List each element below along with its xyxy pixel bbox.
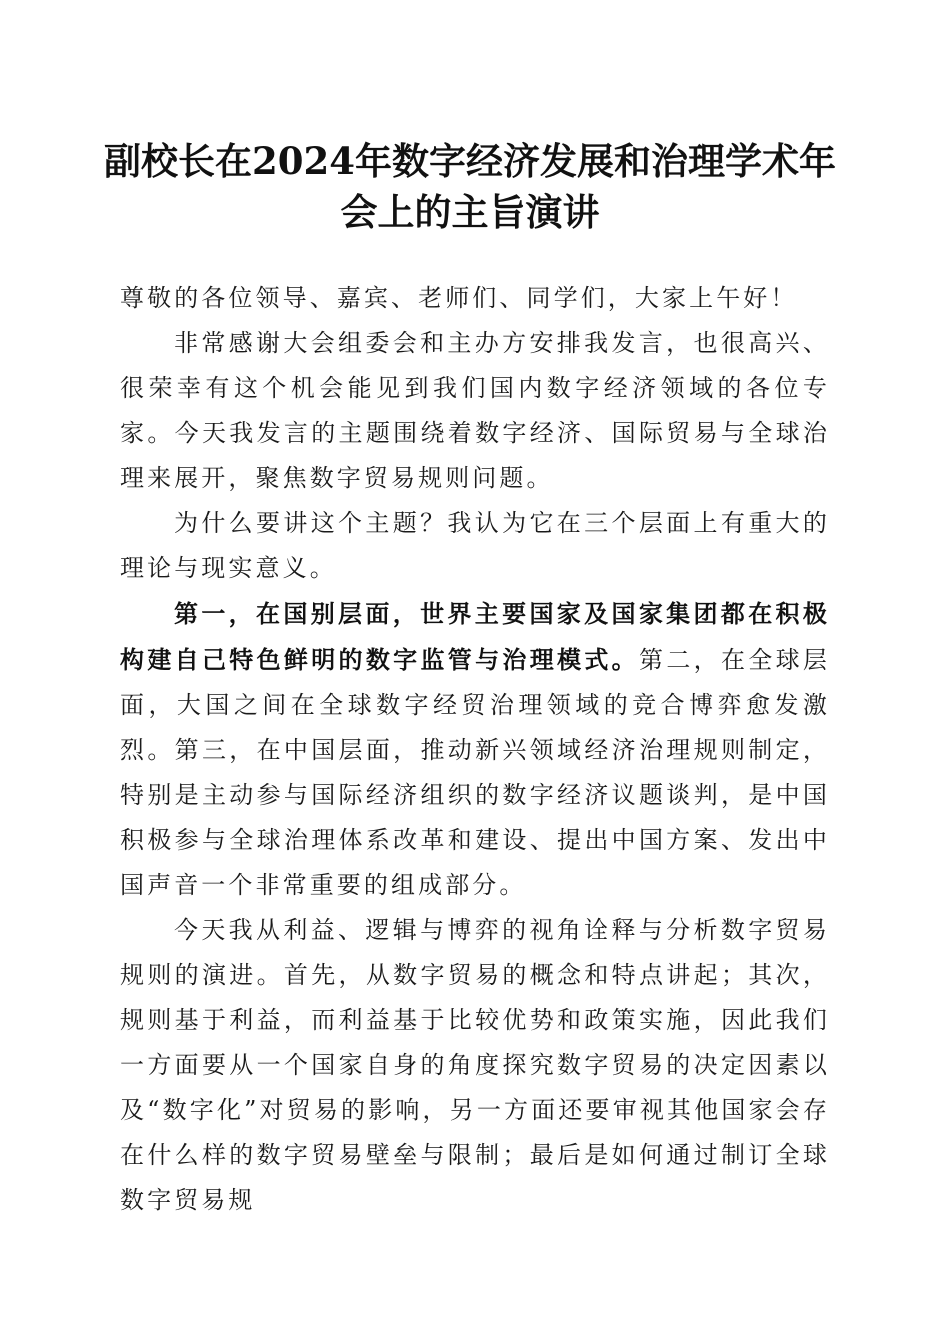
paragraph-three-levels-rest: 第二，在全球层面，大国之间在全球数字经贸治理领域的竞合博弈愈发激烈。第三，在中国层面，推动新兴领域经济治理规则制定，特别是主动参与国际经济组织的数字经济议题谈判，是中国积极参与全球治理体系改革和建设、提出中国方案、发出中国声音一个非常重要的组成部分。 (120, 646, 830, 899)
emphasis-text: 第一，在国别层面，世界主要国家及国家集团都在积极构建自己特色鲜明的数字监管与治理模式。 (120, 599, 830, 674)
paragraph-outline: 今天我从利益、逻辑与博弈的视角诠释与分析数字贸易规则的演进。首先，从数字贸易的概念和特点讲起；其次，规则基于利益，而利益基于比较优势和政策实施，因此我们一方面要从一个国家自身的角度探究数字贸易的决定因素以及“数字化”对贸易的影响，另一方面还要审视其他国家会存在什么样的数字贸易壁垒与限制；最后是如何通过制订全球数字贸易规 (120, 916, 830, 1214)
salutation: 尊敬的各位领导、嘉宾、老师们、同学们，大家上午好！ (120, 284, 798, 312)
paragraph-three-levels (120, 591, 830, 908)
paragraph-thanks: 非常感谢大会组委会和主办方安排我发言，也很高兴、很荣幸有这个机会能见到我们国内数字经济领域的各位专家。今天我发言的主题围绕着数字经济、国际贸易与全球治理来展开，聚焦数字贸易规则问题。 (120, 329, 830, 492)
paragraph-why-topic: 为什么要讲这个主题？我认为它在三个层面上有重大的理论与现实意义。 (120, 509, 830, 582)
document-body (120, 276, 830, 1223)
document-title: 副校长在2024年数字经济发展和治理学术年会上的主旨演讲 (104, 139, 836, 234)
